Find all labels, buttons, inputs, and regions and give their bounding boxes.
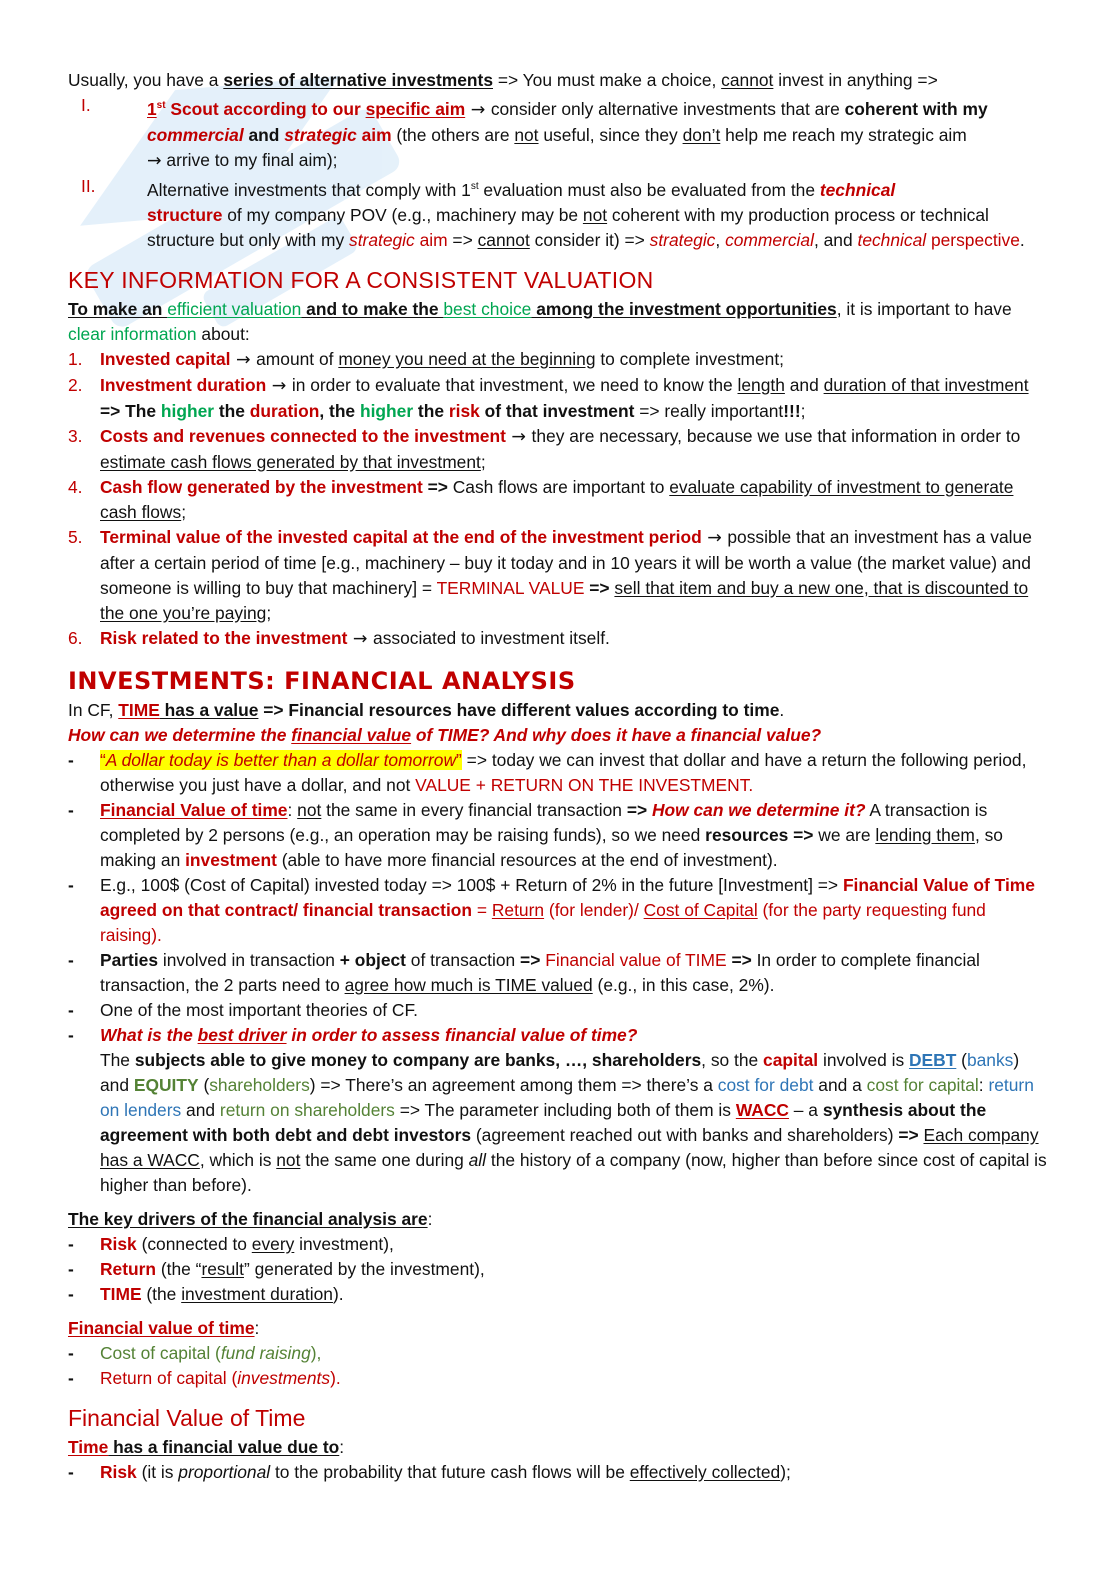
arrow-icon: → — [266, 375, 292, 396]
key-info-item-5: 5. Terminal value of the invested capital at the end of the investment period → possible that an investment has a value after a certain period of time [e.g., machinery – buy it today and in 10 years it will be worth a value (the market value) and someone is willing to buy that machinery] = TERMINAL VALUE => sell that item and buy a new one, that is discounted to the one you’re paying; — [68, 525, 1048, 626]
list-number: 2. — [68, 374, 83, 395]
fvt-subtitle: Time has a financial value due to: — [68, 1436, 345, 1457]
list-number: 1. — [68, 348, 83, 369]
fin-analysis-question: How can we determine the financial value of TIME? And why does it have a financial value? — [68, 724, 822, 745]
key-info-lead: To make an efficient valuation and to make the best choice among the investment opportunities, it is important to have clear information about: — [68, 298, 1012, 344]
driver-item-time: - TIME (the investment duration). — [68, 1282, 1048, 1307]
bullet-dash: - — [68, 1461, 74, 1482]
arrow-icon: → — [147, 150, 162, 171]
list-number: 3. — [68, 425, 83, 446]
heading-financial-analysis: INVESTMENTS: FINANCIAL ANALYSIS — [68, 666, 576, 695]
driver-item-risk: - Risk (connected to every investment), — [68, 1232, 1048, 1257]
roman-marker: II. — [81, 175, 96, 196]
bullet-dash: - — [68, 1367, 74, 1388]
fvt-item-risk: - Risk (it is proportional to the probability that future cash flows will be effectively collected); — [68, 1460, 1048, 1485]
fa-bullet-dollar: - “A dollar today is better than a dollar tomorrow” => today we can invest that dollar and have a return the following period, otherwise you just have a dollar, and not VALUE + RETURN ON THE INVESTMENT. — [68, 748, 1048, 798]
roman-marker: I. — [81, 95, 91, 115]
list-number: 6. — [68, 627, 83, 648]
bullet-dash: - — [68, 1342, 74, 1363]
bullet-dash: - — [68, 999, 74, 1020]
fa-bullet-example: - E.g., 100$ (Cost of Capital) invested today => 100$ + Return of 2% in the future [Investment] => Financial Value of Time agreed on that contract/ financial transaction = Return (for lender)/ Cost of Capital (for the party requesting fund raising). — [68, 873, 1048, 948]
bullet-dash: - — [68, 1233, 74, 1254]
bullet-dash: - — [68, 949, 74, 970]
roman-item-i: I. 1st Scout according to our specific aim → consider only alternative investments that are coherent with my commercial and strategic aim (the others are not useful, since they don’t help me reach my strategic aim → arrive to my final aim); — [68, 93, 1048, 174]
list-number: 5. — [68, 526, 83, 547]
fa-bullet-financial-value: - Financial Value of time: not the same in every financial transaction => How can we determine it? A transaction is completed by 2 persons (e.g., an operation may be raising funds), so we need resources => we are lending them, so making an investment (able to have more financial resources at the end of investment). — [68, 798, 1048, 873]
bullet-dash: - — [68, 749, 74, 770]
arrow-icon: → — [465, 99, 491, 120]
key-info-item-6: 6. Risk related to the investment → associated to investment itself. — [68, 626, 1048, 652]
bullet-dash: - — [68, 874, 74, 895]
roman-item-ii: II. Alternative investments that comply with 1st evaluation must also be evaluated from the technical structure of my company POV (e.g., machinery may be not coherent with my production process or technical structure but only with my strategic aim => cannot consider it) => strategic, commercial, and technical perspective. — [68, 174, 1048, 253]
drivers-title: The key drivers of the financial analysis are: — [68, 1208, 433, 1229]
heading-key-information: KEY INFORMATION FOR A CONSISTENT VALUATION — [68, 266, 654, 293]
key-info-item-2: 2. Investment duration → in order to evaluate that investment, we need to know the length and duration of that investment => The higher the duration, the higher the risk of that investment => really important!!!; — [68, 373, 1048, 424]
fvt-item-return: - Return of capital (investments). — [68, 1366, 1048, 1391]
driver-item-return: - Return (the “result” generated by the investment), — [68, 1257, 1048, 1282]
bullet-dash: - — [68, 799, 74, 820]
key-info-item-1: 1. Invested capital → amount of money you need at the beginning to complete investment; — [68, 347, 1048, 373]
arrow-icon: → — [701, 527, 728, 548]
intro-paragraph: Usually, you have a series of alternative investments => You must make a choice, cannot invest in anything => — [68, 70, 938, 90]
bullet-dash: - — [68, 1024, 74, 1045]
key-info-item-4: 4. Cash flow generated by the investment => Cash flows are important to evaluate capability of investment to generate cash flows; — [68, 475, 1048, 525]
arrow-icon: → — [505, 426, 532, 447]
fin-analysis-intro: In CF, TIME has a value => Financial resources have different values according to time. — [68, 699, 785, 720]
arrow-icon: → — [347, 628, 374, 649]
fa-bullet-parties: - Parties involved in transaction + object of transaction => Financial value of TIME => In order to complete financial transaction, the 2 parts need to agree how much is TIME valued (e.g., in this case, 2%). — [68, 948, 1048, 998]
bullet-dash: - — [68, 1258, 74, 1279]
fa-bullet-best-driver: - What is the best driver in order to assess financial value of time? The subjects able to give money to company are banks, …, shareholders, so the capital involved is DEBT (banks) and EQUITY (shareholders) => There’s an agreement among them => there’s a cost for debt and a cost for capital: return on lenders and return on shareholders => The parameter including both of them is WACC – a synthesis about the agreement with both debt and debt investors (agreement reached out with banks and shareholders) => Each company has a WACC, which is not the same one during all the history of a company (now, higher than before since cost of capital is higher than before). — [68, 1023, 1048, 1198]
bullet-dash: - — [68, 1283, 74, 1304]
key-info-item-3: 3. Costs and revenues connected to the investment → they are necessary, because we use that information in order to estimate cash flows generated by that investment; — [68, 424, 1048, 475]
fvt-list-title: Financial value of time: — [68, 1317, 260, 1338]
arrow-icon: → — [230, 349, 257, 370]
fa-bullet-theory: - One of the most important theories of CF. — [68, 998, 1048, 1023]
list-number: 4. — [68, 476, 83, 497]
fvt-item-cost: - Cost of capital (fund raising), — [68, 1341, 1048, 1366]
heading-financial-value-of-time: Financial Value of Time — [68, 1404, 306, 1431]
